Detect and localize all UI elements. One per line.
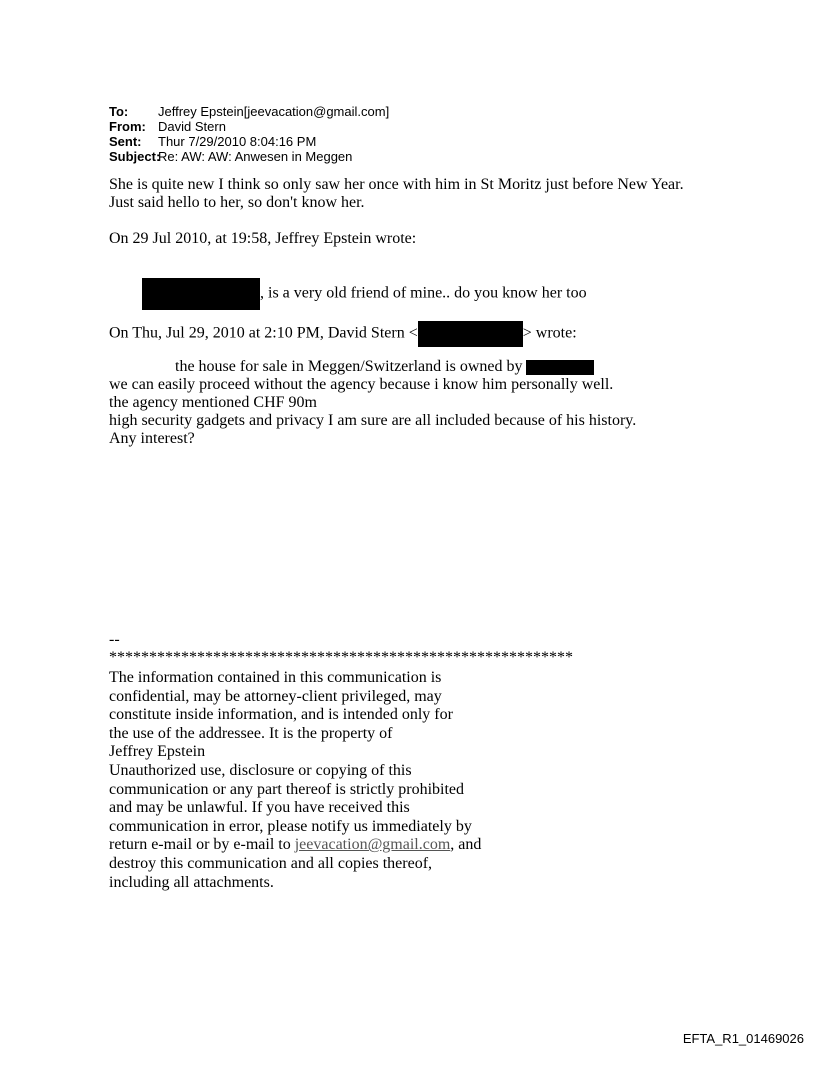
redaction <box>142 278 260 310</box>
sig-stars: ********************************************************** <box>109 649 573 666</box>
sent-value: Thur 7/29/2010 8:04:16 PM <box>158 134 317 149</box>
subject-row: Subject:Re: AW: AW: Anwesen in Meggen <box>109 149 353 164</box>
sig-dashes: -- <box>109 631 120 648</box>
to-value: Jeffrey Epstein[jeevacation@gmail.com] <box>158 104 390 119</box>
email-link[interactable]: jeevacation@gmail.com <box>294 836 451 854</box>
quote-line: high security gadgets and privacy I am sure are all included because of his history. <box>109 412 637 429</box>
subject-value: Re: AW: AW: Anwesen in Meggen <box>158 149 353 164</box>
disclaimer: The information contained in this communication is confidential, may be attorney-client privileged, may constitute inside information, and is intended only for the use of the addressee. It is the property of Jeffrey Epstein Unauthorized use, disclosure or copying of this communication or any part thereof is strictly prohibited and may be unlawful. If you have received this communication in error, please notify us immediately by return e-mail or by e-mail to jeevacation@gmail.com, and destroy this communication and all copies thereof, including all attachments. <box>109 669 482 891</box>
from-row: From: David Stern <box>109 119 226 134</box>
quote-line: we can easily proceed without the agency because i know him personally well. <box>109 376 614 393</box>
redaction <box>418 321 523 347</box>
to-row: To: Jeffrey Epstein[jeevacation@gmail.com] <box>109 104 390 119</box>
quote-line: Any interest? <box>109 430 195 447</box>
from-value: David Stern <box>158 119 226 134</box>
body-line: Just said hello to her, so don't know her. <box>109 194 365 211</box>
quote-line: the agency mentioned CHF 90m <box>109 394 317 411</box>
sent-row: Sent: Thur 7/29/2010 8:04:16 PM <box>109 134 317 149</box>
document-id: EFTA_R1_01469026 <box>682 1031 804 1046</box>
redaction <box>526 360 594 375</box>
body-line: She is quite new I think so only saw her once with him in St Moritz just before New Year. <box>109 176 684 193</box>
quote-header: On Thu, Jul 29, 2010 at 2:10 PM, David Stern < > wrote: <box>109 321 577 347</box>
quote-line: , is a very old friend of mine.. do you know her too <box>142 278 587 310</box>
quote-header: On 29 Jul 2010, at 19:58, Jeffrey Epstein wrote: <box>109 230 417 247</box>
quote-line: the house for sale in Meggen/Switzerland is owned by <box>175 358 594 376</box>
